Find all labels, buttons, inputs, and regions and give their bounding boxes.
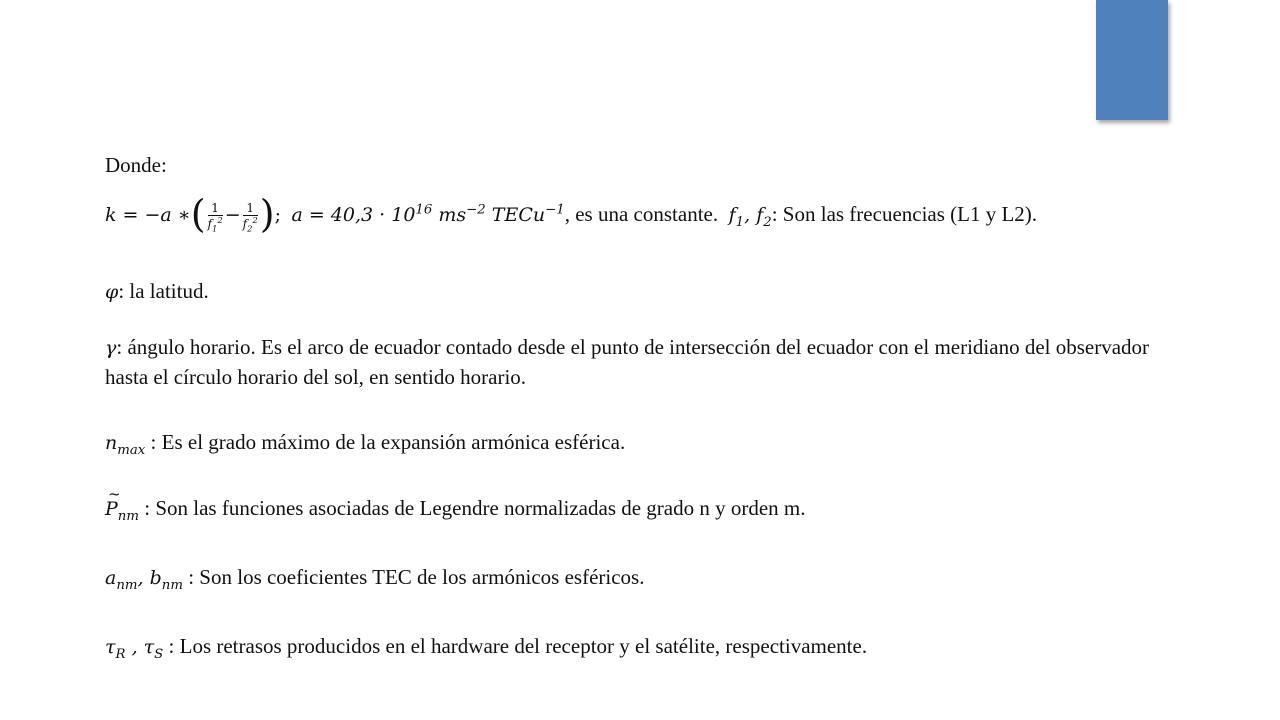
phi-definition xyxy=(105,277,209,307)
gamma-text: : ángulo horario. Es el arco de ecuador contado desde el punto de intersección del ecuador con el meridiano del observador hasta el círculo horario del sol, en sentido horario. xyxy=(105,335,1150,389)
gamma-definition xyxy=(105,333,1195,392)
anm-definition xyxy=(105,563,644,593)
a-value: $a = 40,3 \cdot 10^{16}$ $ms^{-2}$ TECu$^{-1}$ xyxy=(291,202,565,226)
gamma-symbol: γ xyxy=(105,337,117,359)
separator: ; xyxy=(274,204,281,226)
pnm-text: : Son las funciones asociadas de Legendre normalizadas de grado n y orden m. xyxy=(138,496,806,520)
frequency-text: : Son las frecuencias (L1 y L2). xyxy=(771,202,1038,226)
right-paren: ) xyxy=(259,192,275,237)
tau-definition xyxy=(105,632,867,662)
tau-text: : Los retrasos producidos en el hardware del receptor y el satélite, respectivamente. xyxy=(163,634,868,658)
nmax-symbol: $n_{max}$ xyxy=(105,432,146,458)
donde-label: Donde: xyxy=(105,153,167,177)
tau-symbols: $\tau_R$ , $\tau_S$ xyxy=(105,636,164,662)
nmax-definition xyxy=(105,428,625,458)
k-definition xyxy=(105,192,1038,237)
k-lhs: k = −a ∗ xyxy=(105,204,191,226)
minus-sign: − xyxy=(224,204,241,226)
anm-symbols: $a_{nm}$, $b_{nm}$ xyxy=(105,567,183,593)
frequency-symbols: $f_1$, $f_2$ xyxy=(728,204,772,230)
phi-text: : la latitud. xyxy=(118,279,209,303)
left-paren: ( xyxy=(190,192,206,237)
fraction-f1: $\frac{1}{f_1^2}$ xyxy=(207,201,223,234)
nmax-text: : Es el grado máximo de la expansión armónica esférica. xyxy=(145,430,626,454)
anm-text: : Son los coeficientes TEC de los armónicos esféricos. xyxy=(182,565,645,589)
pnm-definition xyxy=(105,494,806,524)
pnm-symbol: ~ $P_{nm}$ xyxy=(105,498,139,520)
constant-text: , es una constante. xyxy=(564,202,719,226)
phi-symbol: φ xyxy=(105,281,119,303)
fraction-f2: $\frac{1}{f_2^2}$ xyxy=(242,201,258,234)
accent-bar xyxy=(1096,0,1168,120)
